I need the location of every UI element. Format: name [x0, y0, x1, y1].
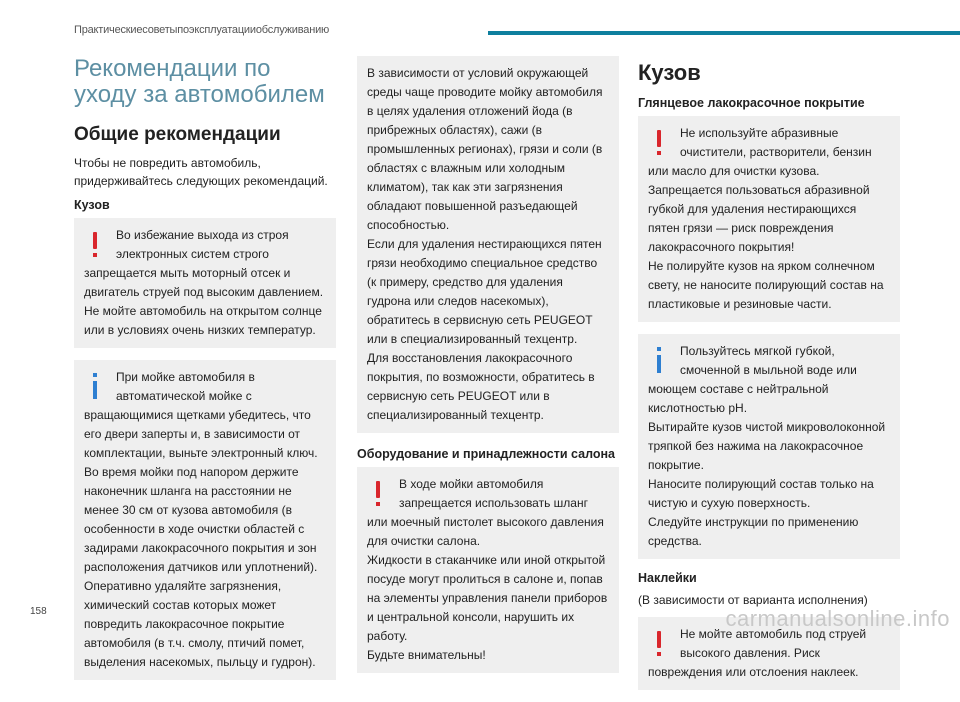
box-line: В зависимости от условий окружающей среды чаще проводите мойку автомобиля в целях удаления отложений йода (в прибрежных областях), сажи (в промышленных регионах), грязи и соли (в областях с влажным или холодным климатом), так как эти загрязнения обладают повышенной разъедающей способностью. — [367, 66, 603, 232]
box-line: Наносите полирующий состав только на чистую и сухую поверхность. — [648, 477, 874, 510]
intro-text: Чтобы не повредить автомобиль, придерживайтесь следующих рекомендаций. — [74, 156, 328, 188]
warning-icon — [367, 477, 391, 511]
box-line: Вытирайте кузов чистой микроволоконной тряпкой без нажима на лакокрасочное покрытие. — [648, 420, 886, 472]
box-line: Во избежание выхода из строя электронных систем строго запрещается мыть моторный отсек и двигатель струей под высоким давлением. — [84, 228, 324, 299]
box-line: При мойке автомобиля в автоматической мойке с вращающимися щетками убедитесь, что его двери заперты и, в зависимости от комплектации, выньте электронный ключ. — [84, 370, 318, 460]
column-middle — [357, 56, 619, 687]
info-box-auto-wash — [74, 360, 336, 680]
box-line: Для восстановления лакокрасочного покрытия, по возможности, обратитесь в сервисную сеть PEUGEOT или в специализированный техцентр. — [367, 351, 595, 422]
subheading-stickers: Наклейки — [638, 571, 697, 585]
warning-box-interior — [357, 467, 619, 673]
box-line: Не полируйте кузов на ярком солнечном свету, не наносите полирующий состав на пластиковые и резиновые части. — [648, 259, 884, 311]
box-line: В ходе мойки автомобиля запрещается использовать шланг или моечный пистолет высокого давления для очистки салона. — [367, 477, 604, 548]
box-line: Не используйте абразивные очистители, растворители, бензин или масло для очистки кузова. — [648, 126, 872, 178]
box-line: Не мойте автомобиль под струей высокого давления. Риск повреждения или отслоения наклеек. — [648, 627, 867, 679]
warning-icon — [648, 627, 672, 661]
warning-box-body-wash — [74, 218, 336, 348]
subheading-gloss-paint: Глянцевое лакокрасочное покрытие — [638, 96, 865, 110]
watermark: carmanualsonline.info — [725, 606, 950, 631]
header-accent-bar — [488, 31, 960, 35]
box-line: Оперативно удаляйте загрязнения, химический состав которых может повредить лакокрасочное покрытие автомобиля (в т.ч. смолу, птичий помет, выделения насекомых, пыльцу и гудрон). — [84, 579, 316, 669]
subheading-interior: Оборудование и принадлежности салона — [357, 447, 616, 461]
info-icon — [84, 370, 108, 404]
warning-icon — [84, 228, 108, 262]
box-line: Не мойте автомобиль на открытом солнце или в условиях очень низких температур. — [84, 304, 322, 337]
warning-icon — [648, 126, 672, 160]
info-icon — [648, 344, 672, 378]
page-number: 158 — [30, 606, 47, 617]
box-line: Жидкости в стаканчике или иной открытой посуде могут пролиться в салоне и, попав на элементы управления панели приборов и центральной консоли, нарушить их работу. — [367, 553, 608, 643]
subheading-body: Кузов — [74, 198, 110, 212]
note-text: (В зависимости от варианта исполнения) — [638, 593, 868, 607]
warning-box-paint — [638, 116, 900, 322]
info-box-paint-care — [638, 334, 900, 559]
section-title-body: Кузов — [638, 60, 701, 85]
page-title: Рекомендации по уходу за автомобилем — [74, 55, 325, 108]
column-left — [74, 56, 336, 692]
box-line: Пользуйтесь мягкой губкой, смоченной в мыльной воде или моющем составе с нейтральной кислотностью pH. — [648, 344, 857, 415]
box-line: Будьте внимательны! — [367, 648, 486, 662]
section-title-general: Общие рекомендации — [74, 124, 281, 145]
box-line: Во время мойки под напором держите наконечник шланга на расстоянии не менее 30 см от кузова автомобиля (в особенности в ходе очистки областей с задирами лакокрасочного покрытия и зон расположения датчиков или уплотнений). — [84, 465, 318, 574]
box-line: Запрещается пользоваться абразивной губкой для удаления нестирающихся пятен грязи — риск повреждения лакокрасочного покрытия! — [648, 183, 870, 254]
box-line: Если для удаления нестирающихся пятен грязи необходимо специальное средство (к примеру, средство для удаления гудрона или следов насекомых), обратитесь в сервисную сеть PEUGEOT или в специализированный техцентр. — [367, 237, 602, 346]
breadcrumb: Практическиесоветыпоэксплуатацииобслуживанию — [74, 24, 330, 36]
box-line: Следуйте инструкции по применению средства. — [648, 515, 859, 548]
box-continued — [357, 56, 619, 433]
